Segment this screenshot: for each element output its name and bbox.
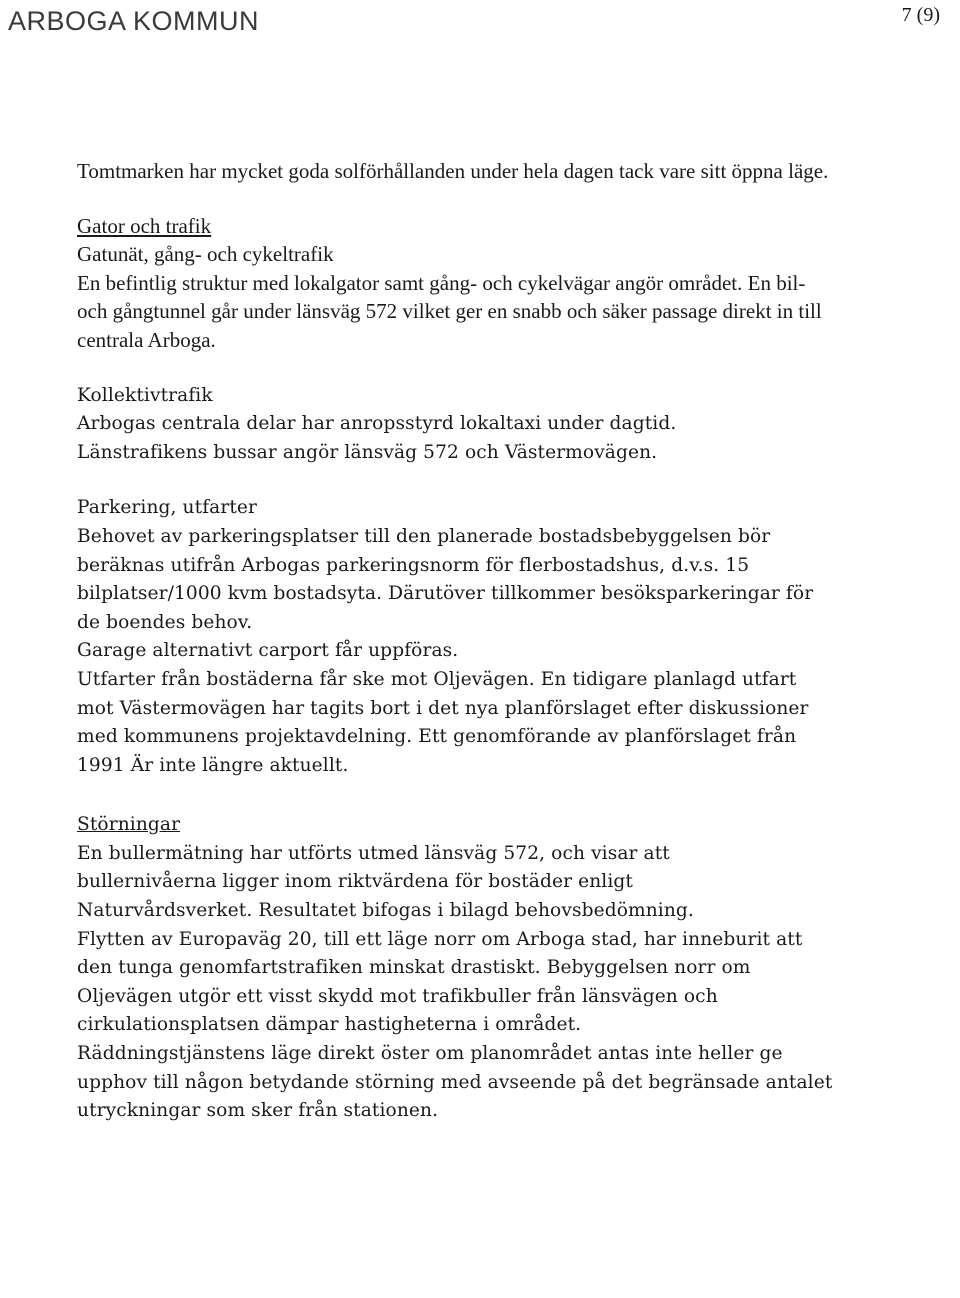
section-intro [77,157,877,186]
utfarter-continuation: En tidigare planlagd utfart mot Västermovägen har tagits bort i det nya planförslaget efter diskussioner med kommunens projektavdelning. Ett genomförande av planförslaget från 1991 Är inte längre aktuellt. [77,668,809,776]
page-number: 7 (9) [901,4,940,26]
paragraph-gatunat: En befintlig struktur med lokalgator samt gång- och cykelvägar angör området. En bil- och gångtunnel går under länsväg 572 vilket ger en snabb och säker passage direkt in till centrala Arboga. [77,270,822,352]
section-gator [77,212,877,355]
document-body [77,157,877,1126]
paragraph-bullermatning: En bullermätning har utförts utmed länsväg 572, och visar att bullernivåerna ligger inom riktvärdena för bostäder enligt Naturvårdsverket. Resultatet bifogas i bilagd behovsbedömning. [77,842,694,922]
paragraph-flytten-e20: Flytten av Europaväg 20, till ett läge norr om Arboga stad, har inneburit att den tunga genomfartstrafiken minskat drastiskt. Bebyggelsen norr om Oljevägen utgör ett visst skydd mot trafikbuller från länsvägen och cirkulationsplatsen dämpar hastigheterna i området. [77,928,803,1036]
section-storningar [77,811,877,1126]
arboga-kommun-logo: ARBOGA KOMMUN [8,6,260,36]
paragraph-solforhallanden: Tomtmarken har mycket goda solförhållanden under hela dagen tack vare sitt öppna läge. [77,159,829,183]
section-kollektivtrafik [77,382,877,468]
section-parkering [77,494,877,780]
subheading-parkering-utfarter: Parkering, utfarter [77,497,258,519]
paragraph-garage: Garage alternativt carport får uppföras. [77,640,459,662]
subheading-gatunat: Gatunät, gång- och cykeltrafik [77,242,334,267]
heading-gator-och-trafik: Gator och trafik [77,213,212,238]
paragraph-utfarter [77,666,837,780]
utfarter-lead-sentence: Utfarter från bostäderna får ske mot Oljevägen. [77,668,535,690]
subheading-kollektivtrafik: Kollektivtrafik [77,384,213,406]
heading-storningar: Störningar [77,814,181,836]
paragraph-parkering: Behovet av parkeringsplatser till den planerade bostadsbebyggelsen bör beräknas utifrån Arbogas parkeringsnorm för flerbostadshus, d.v.s. 15 bilplatser/1000 kvm bostadsyta. Därutöver tillkommer besöksparkeringar för de boendes behov. [77,525,814,633]
paragraph-kollektivtrafik: Arbogas centrala delar har anropsstyrd lokaltaxi under dagtid. Länstrafikens bussar angör länsväg 572 och Västermovägen. [77,413,677,463]
paragraph-raddningstjanst: Räddningstjänstens läge direkt öster om planområdet antas inte heller ge upphov till någon betydande störning med avseende på det begränsade antalet utryckningar som sker från stationen. [77,1043,833,1122]
